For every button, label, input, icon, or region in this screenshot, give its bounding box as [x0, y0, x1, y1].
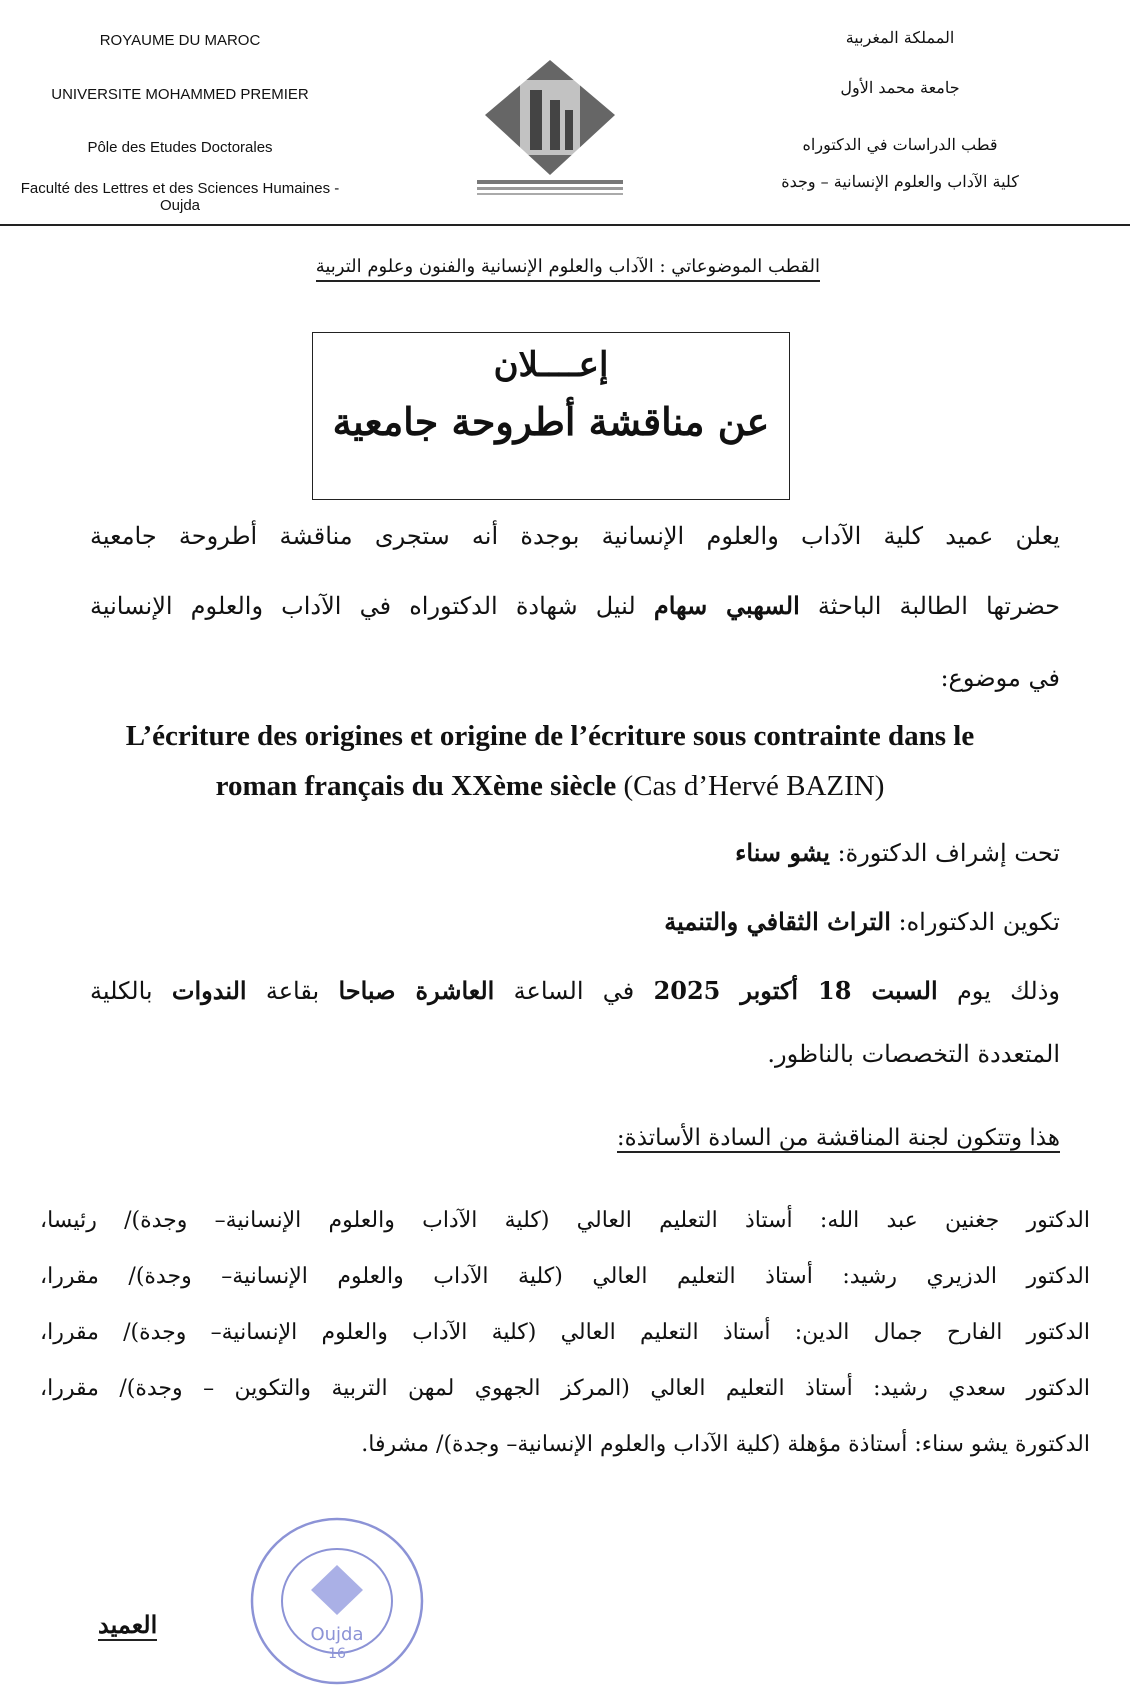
header-right-line: المملكة المغربية — [845, 28, 955, 47]
body-line-1: يعلن عميد كلية الآداب والعلوم الإنسانية بوجدة أنه ستجرى مناقشة أطروحة جامعية — [90, 522, 1060, 550]
jury-member: الدكتور جغنين عبد الله: أستاذ التعليم العالي (كلية الآداب والعلوم الإنسانية– وجدة)/ رئيسا، — [40, 1208, 1090, 1233]
thematic-pole: القطب الموضوعاتي : الآداب والعلوم الإنسانية والفنون وعلوم التربية — [316, 256, 820, 282]
title-box — [312, 332, 790, 500]
program-name: التراث الثقافي والتنمية — [664, 907, 891, 936]
jury-member: الدكتور الدزيري رشيد: أستاذ التعليم العالي (كلية الآداب والعلوم الإنسانية– وجدة)/ مقررا، — [40, 1264, 1090, 1289]
supervisor-name: يشو سناء — [735, 838, 830, 867]
header-left-line: UNIVERSITE MOHAMMED PREMIER — [51, 86, 309, 103]
header-left-line: Faculté des Lettres et des Sciences Humaines - Oujda — [20, 180, 340, 214]
text: وذلك يوم — [956, 977, 1060, 1005]
header-right-line: قطب الدراسات في الدكتوراه — [802, 135, 998, 154]
jury-intro: هذا وتتكون لجنة المناقشة من السادة الأساتذة: — [616, 1125, 1060, 1151]
text: بقاعة — [265, 977, 320, 1005]
location-line: المتعددة التخصصات بالناظور. — [767, 1040, 1060, 1068]
text: حضرتها الطالبة الباحثة — [817, 592, 1060, 620]
header-right-line: كلية الآداب والعلوم الإنسانية – وجدة — [781, 172, 1019, 191]
date-line — [90, 976, 1060, 1005]
text: تكوين الدكتوراه: — [898, 908, 1060, 936]
stamp-city: Oujda — [310, 1624, 364, 1645]
body-line-3: في موضوع: — [940, 664, 1060, 692]
text: (Cas d’Hervé BAZIN) — [623, 770, 885, 802]
header-left-line: Pôle des Etudes Doctorales — [87, 139, 273, 156]
university-logo — [475, 55, 625, 200]
text: في الساعة — [513, 977, 635, 1005]
body-line-2 — [90, 591, 1060, 620]
doctoral-program — [90, 907, 1060, 936]
title-announcement: إعــــلان — [493, 345, 609, 385]
text: تحت إشراف الدكتورة: — [837, 839, 1060, 867]
jury-member: الدكتور الفارح جمال الدين: أستاذ التعليم العالي (كلية الآداب والعلوم الإنسانية– وجدة)/ مقررا، — [40, 1320, 1090, 1345]
jury-member: الدكتور سعدي رشيد: أستاذ التعليم العالي (المركز الجهوي لمهن التربية والتكوين – وجدة)/ مقررا، — [40, 1376, 1090, 1401]
thesis-title-line-1: L’écriture des origines et origine de l’écriture sous contrainte dans le — [125, 720, 975, 752]
student-name: السهبي سهام — [653, 591, 800, 620]
text: بالكلية — [90, 977, 153, 1005]
dean-signature-label: العميد — [98, 1610, 158, 1639]
text: لنيل شهادة الدكتوراه في الآداب والعلوم الإنسانية — [90, 592, 636, 620]
header-left-line: ROYAUME DU MAROC — [99, 32, 261, 49]
defense-date: السبت 18 أكتوبر 2025 — [653, 976, 938, 1005]
header-right-line: جامعة محمد الأول — [840, 78, 960, 97]
thesis-title-line-2 — [30, 770, 1070, 803]
header-divider — [0, 224, 1130, 226]
defense-room: الندوات — [171, 976, 247, 1005]
stamp-number: 16 — [328, 1646, 346, 1662]
title-subject: عن مناقشة أطروحة جامعية — [332, 399, 770, 444]
jury-member: الدكتورة يشو سناء: أستاذة مؤهلة (كلية الآداب والعلوم الإنسانية– وجدة)/ مشرفا. — [361, 1432, 1090, 1457]
text: roman français du XXème siècle — [215, 770, 617, 802]
supervisor — [90, 838, 1060, 867]
defense-time: العاشرة صباحا — [338, 976, 495, 1005]
faculty-stamp — [248, 1515, 426, 1687]
